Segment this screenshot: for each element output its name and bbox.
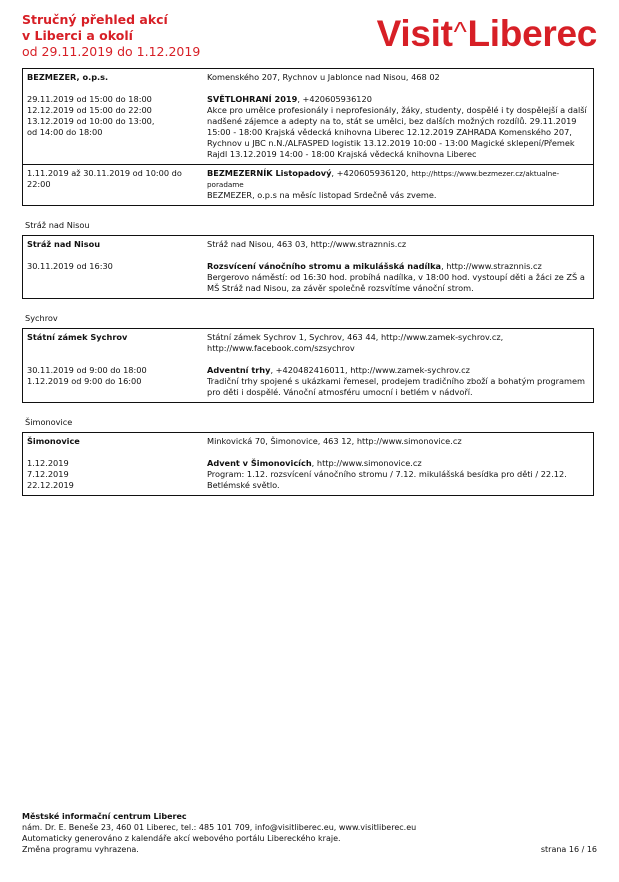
event-listing [22, 68, 594, 496]
visit-liberec-logo: Visit^Liberec [376, 13, 597, 54]
event-description: BEZMEZER, o.p.s na měsíc listopad Srdečně vás zveme. [207, 190, 437, 200]
city-heading-straz: Stráž nad Nisou [25, 220, 90, 230]
event-bezmezernik [23, 164, 593, 205]
venue-box-bezmezer [22, 68, 594, 206]
event-dates: 30.11.2019 od 16:30 [27, 261, 113, 271]
event-contact: , http://www.simonovice.cz [311, 458, 422, 468]
date-range: od 29.11.2019 do 1.12.2019 [22, 44, 201, 59]
city-heading-simonovice: Šimonovice [25, 417, 73, 427]
page-footer [22, 811, 597, 855]
event-description: Akce pro umělce profesionály i neprofesionály, žáky, studenty, dospělé i ty dospělejší a další nadšené zájemce a adepty na to, stát se umělci, bez dalších možných rozdílů. 29.11.2019 15:00 - 18:00 Krajská vědecká knihovna Liberec 12.12.2019 ZAHRADA Komenského 207, Rychnov u JBC n.N./ALFASPED logistik 13.12.2019 10:00 - 13:00 Magické sklepení/Přemek Rajdl 13.12.2019 14:00 - 18:00 Krajská vědecká knihovna Liberec [207, 105, 587, 159]
venue-header [27, 72, 589, 83]
event-dates: 1.12.2019 7.12.2019 22.12.2019 [27, 458, 74, 490]
venue-header [27, 436, 589, 447]
venue-header [27, 239, 589, 250]
event-title: Rozsvícení vánočního stromu a mikulášská nadílka [207, 261, 442, 271]
event-title: Adventní trhy [207, 365, 271, 375]
venue-events [23, 236, 593, 298]
event-details [207, 365, 589, 398]
venue-events [23, 433, 593, 495]
venue-name: BEZMEZER, o.p.s. [27, 72, 109, 82]
event-contact: , +420482416011, http://www.zamek-sychrov.cz [270, 365, 470, 375]
event-details [207, 168, 589, 201]
venue-address: Minkovická 70, Šimonovice, 463 12, http://www.simonovice.cz [207, 436, 462, 446]
event-dates: 30.11.2019 od 9:00 do 18:00 1.12.2019 od 9:00 do 16:00 [27, 365, 147, 386]
footer-disclaimer: Změna programu vyhrazena. [22, 845, 139, 854]
event-dates: 29.11.2019 od 15:00 do 18:00 12.12.2019 od 15:00 do 22:00 13.12.2019 od 10:00 do 13:00, od 14:00 do 18:00 [27, 94, 155, 137]
event-details [207, 94, 589, 160]
event-contact: , +420605936120, [331, 168, 412, 178]
logo-caret-icon: ^ [453, 16, 467, 47]
event-description: Program: 1.12. rozsvícení vánočního stromu / 7.12. mikulášská besídka pro děti / 22.12. Betlémské světlo. [207, 469, 567, 490]
event-description: Tradiční trhy spojené s ukázkami řemesel, prodejem tradičního zboží a bohatým programem pro děti i dospělé. Vánoční atmosféru umocní i betlém v nádvoří. [207, 376, 586, 397]
title-line-1: Stručný přehled akcí [22, 12, 168, 27]
city-heading-sychrov: Sychrov [25, 313, 58, 323]
event-description: Bergerovo náměstí: od 16:30 hod. probíhá nadílka, v 18:00 hod. vystoupí děti a žáci ze ZŠ a MŠ Stráž nad Nisou, za závěr společně rozsvítíme vánoční strom. [207, 272, 585, 293]
page-number: strana 16 / 16 [540, 845, 597, 854]
title-line-2: v Liberci a okolí [22, 28, 133, 43]
venue-box-sychrov [22, 328, 594, 403]
venue-events [23, 69, 593, 164]
event-title: Advent v Šimonovicích [207, 458, 312, 468]
event-advent [27, 458, 589, 491]
venue-name: Stráž nad Nisou [27, 239, 101, 249]
event-details [207, 458, 589, 491]
event-adventni-trhy [27, 365, 589, 398]
venue-header [27, 332, 589, 354]
venue-address: Státní zámek Sychrov 1, Sychrov, 463 44, http://www.zamek-sychrov.cz, http://www.facebook.com/szsychrov [207, 332, 504, 353]
event-svetlohrani [27, 94, 589, 160]
footer-org: Městské informační centrum Liberec [22, 812, 187, 821]
event-dates: 1.11.2019 až 30.11.2019 od 10:00 do 22:00 [27, 168, 182, 189]
event-details [207, 261, 589, 294]
venue-name: Šimonovice [27, 436, 80, 446]
event-rozsviceni [27, 261, 589, 294]
page-header [22, 12, 597, 68]
footer-address: nám. Dr. E. Beneše 23, 460 01 Liberec, tel.: 485 101 709, info@visitliberec.eu, www.visitliberec.eu [22, 823, 417, 832]
venue-address: Komenského 207, Rychnov u Jablonce nad Nisou, 468 02 [207, 72, 440, 82]
venue-box-straz [22, 235, 594, 299]
event-title: BEZMEZERNÍK Listopadový [207, 168, 332, 178]
event-title: SVĚTLOHRANÍ 2019 [207, 94, 298, 104]
event-contact: , +420605936120 [297, 94, 372, 104]
venue-address: Stráž nad Nisou, 463 03, http://www.straznnis.cz [207, 239, 407, 249]
venue-name: Státní zámek Sychrov [27, 332, 128, 342]
venue-box-simonovice [22, 432, 594, 496]
event-link[interactable]: http://https://www.bezmezer.cz/aktualne-poradame [207, 169, 560, 189]
document-title [22, 12, 200, 60]
venue-events [23, 329, 593, 402]
event-contact: , http://www.straznnis.cz [441, 261, 542, 271]
footer-note: Automaticky generováno z kalendáře akcí webového portálu Libereckého kraje. [22, 834, 341, 843]
